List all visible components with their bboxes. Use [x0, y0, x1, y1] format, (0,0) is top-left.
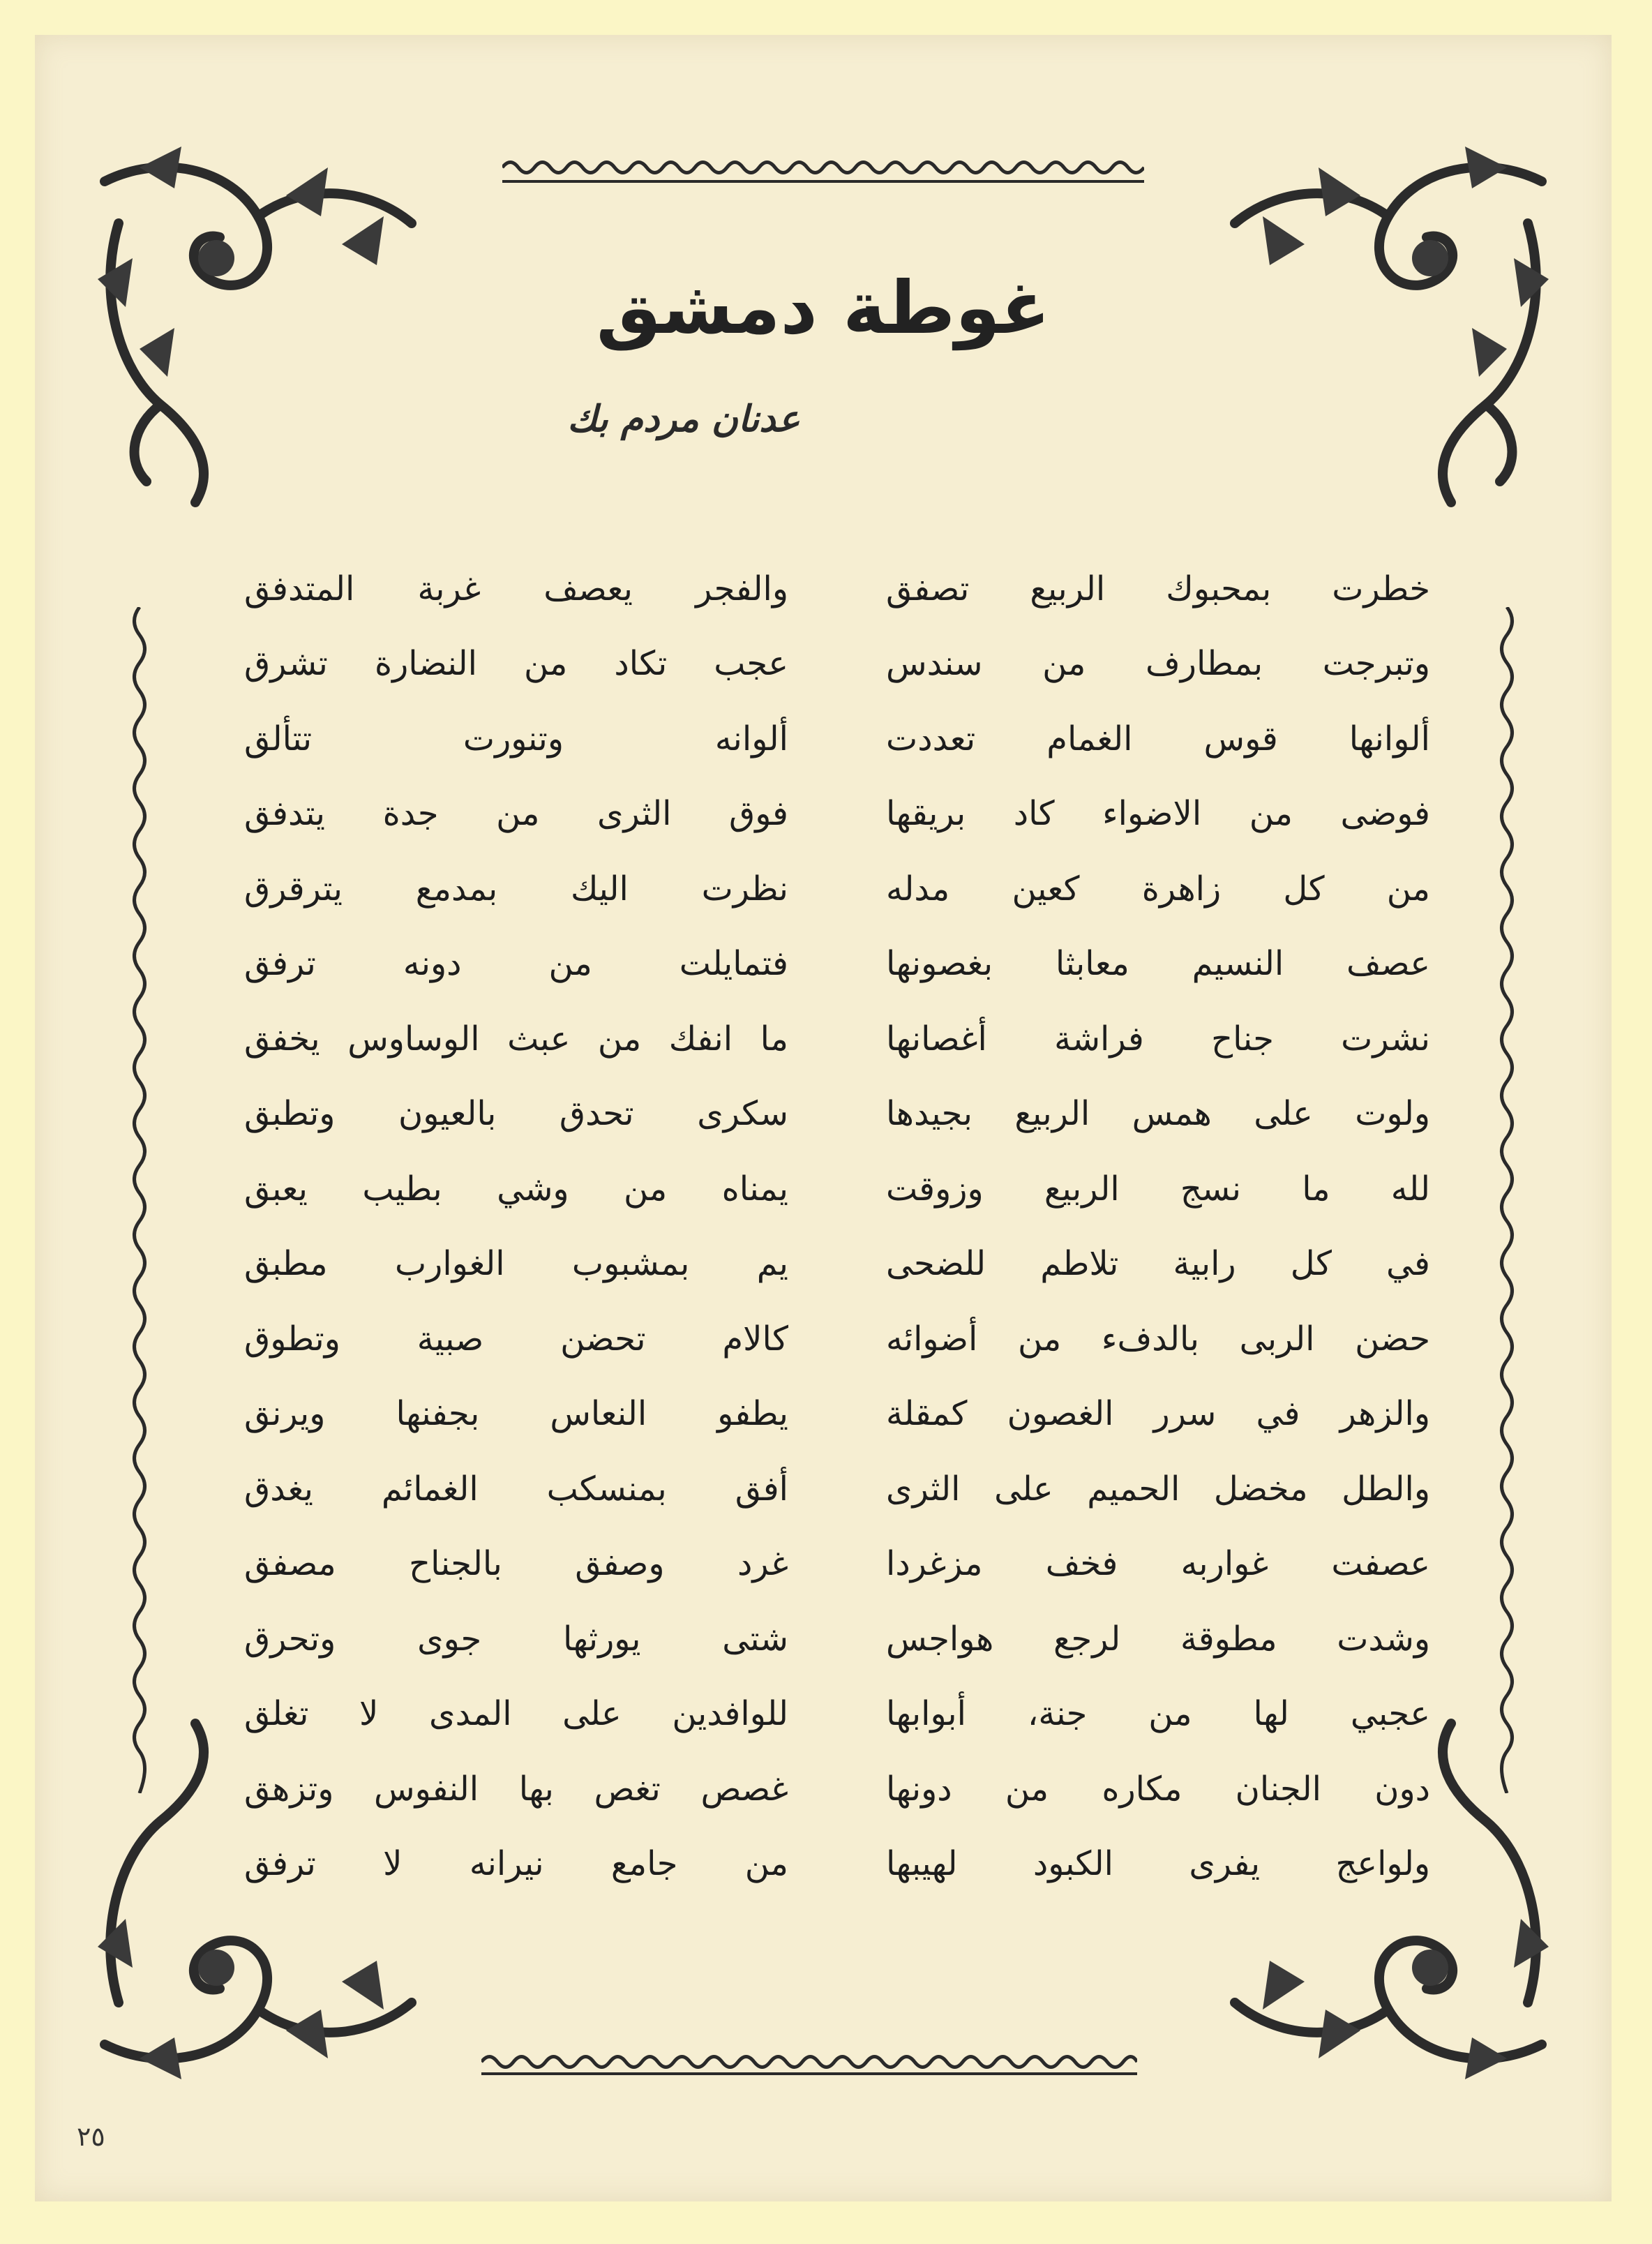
verse-first-hemistich: ولوت على همس الربيع بجيدها	[886, 1094, 1430, 1134]
verse	[244, 927, 1430, 1002]
verse-second-hemistich: عجب تكاد من النضارة تشرق	[244, 644, 788, 684]
verse-first-hemistich: وشدت مطوقة لرجع هواجس	[886, 1619, 1430, 1659]
verse	[244, 701, 1430, 777]
verse-first-hemistich: عجبي لها من جنة، أبوابها	[886, 1694, 1430, 1734]
verse	[244, 1377, 1430, 1452]
verse-first-hemistich: والطل مخضل الحميم على الثرى	[886, 1469, 1430, 1509]
verse-second-hemistich: شتى يورثها جوى وتحرق	[244, 1619, 788, 1659]
verse	[244, 551, 1430, 627]
verse-first-hemistich: خطرت بمحبوك الربيع تصفق	[886, 569, 1430, 608]
verse-second-hemistich: والفجر يعصف غربة المتدفق	[244, 569, 788, 608]
wavy-border-bottom	[481, 2044, 1137, 2086]
verse-first-hemistich: والزهر في سرر الغصون كمقلة	[886, 1394, 1430, 1434]
verse-second-hemistich: أفق بمنسكب الغمائم يغدق	[244, 1469, 788, 1509]
verse-second-hemistich: سكرى تحدق بالعيون وتطبق	[244, 1094, 788, 1134]
verse-second-hemistich: يطفو النعاس بجفنها ويرنق	[244, 1394, 788, 1434]
verse	[244, 1301, 1430, 1377]
verse-second-hemistich: للوافدين على المدى لا تغلق	[244, 1694, 788, 1734]
verse	[244, 851, 1430, 927]
verse-second-hemistich: يمناه من وشي بطيب يعبق	[244, 1169, 788, 1209]
verse-first-hemistich: ألوانها قوس الغمام تعددت	[886, 719, 1430, 758]
verse-first-hemistich: عصفت غواربه فخف مزغردا	[886, 1544, 1430, 1584]
verse	[244, 1451, 1430, 1527]
verse-first-hemistich: في كل رابية تلاطم للضحى	[886, 1244, 1430, 1284]
verse-first-hemistich: حضن الربى بالدفء من أضوائه	[886, 1319, 1430, 1359]
verse	[244, 777, 1430, 852]
verse-second-hemistich: ما انفك من عبث الوساوس يخفق	[244, 1019, 788, 1059]
verse-first-hemistich: ولواعج يفرى الكبود لهيبها	[886, 1844, 1430, 1884]
verse	[244, 1527, 1430, 1602]
verse-first-hemistich: وتبرجت بمطارف من سندس	[886, 644, 1430, 684]
wavy-border-right	[1486, 607, 1528, 1793]
verse-second-hemistich: يم بمشبوب الغوارب مطبق	[244, 1244, 788, 1284]
verse	[244, 627, 1430, 702]
verse-first-hemistich: لله ما نسج الربيع وزوقت	[886, 1169, 1430, 1209]
verse-first-hemistich: فوضى من الاضواء كاد بريقها	[886, 794, 1430, 834]
verse	[244, 1001, 1430, 1077]
verse	[244, 1827, 1430, 1902]
verse-second-hemistich: كالام تحضن صبية وتطوق	[244, 1319, 788, 1359]
verse-second-hemistich: فتمايلت من دونه ترفق	[244, 944, 788, 984]
wavy-border-left	[119, 607, 160, 1793]
verse	[244, 1151, 1430, 1227]
verse-second-hemistich: من جامع نيرانه لا ترفق	[244, 1844, 788, 1884]
poem-body	[244, 551, 1430, 2003]
verse	[244, 1677, 1430, 1752]
magazine-page	[35, 35, 1612, 2201]
verse-first-hemistich: دون الجنان مكاره من دونها	[886, 1769, 1430, 1809]
verse-first-hemistich: من كل زاهرة كعين مدله	[886, 869, 1430, 908]
verse-second-hemistich: نظرت اليك بمدمع يترقرق	[244, 869, 788, 908]
page-number: ٢٥	[77, 2121, 105, 2152]
poem-author: عدنان مردم بك	[567, 398, 800, 440]
verse-second-hemistich: فوق الثرى من جدة يتدفق	[244, 794, 788, 834]
wavy-border-top	[502, 154, 1144, 195]
verse-first-hemistich: عصف النسيم معابثا بغصونها	[886, 944, 1430, 984]
verse	[244, 1077, 1430, 1152]
verse-first-hemistich: نشرت جناح فراشة أغصانها	[886, 1019, 1430, 1059]
verse	[244, 1227, 1430, 1302]
verse	[244, 1751, 1430, 1827]
verse-second-hemistich: غرد وصفق بالجناح مصفق	[244, 1544, 788, 1584]
verse-second-hemistich: غصص تغص بها النفوس وتزهق	[244, 1769, 788, 1809]
verse-second-hemistich: ألوانه وتنورت تتألق	[244, 719, 788, 758]
verse	[244, 1601, 1430, 1677]
poem-title: غوطة دمشق	[596, 265, 1051, 350]
